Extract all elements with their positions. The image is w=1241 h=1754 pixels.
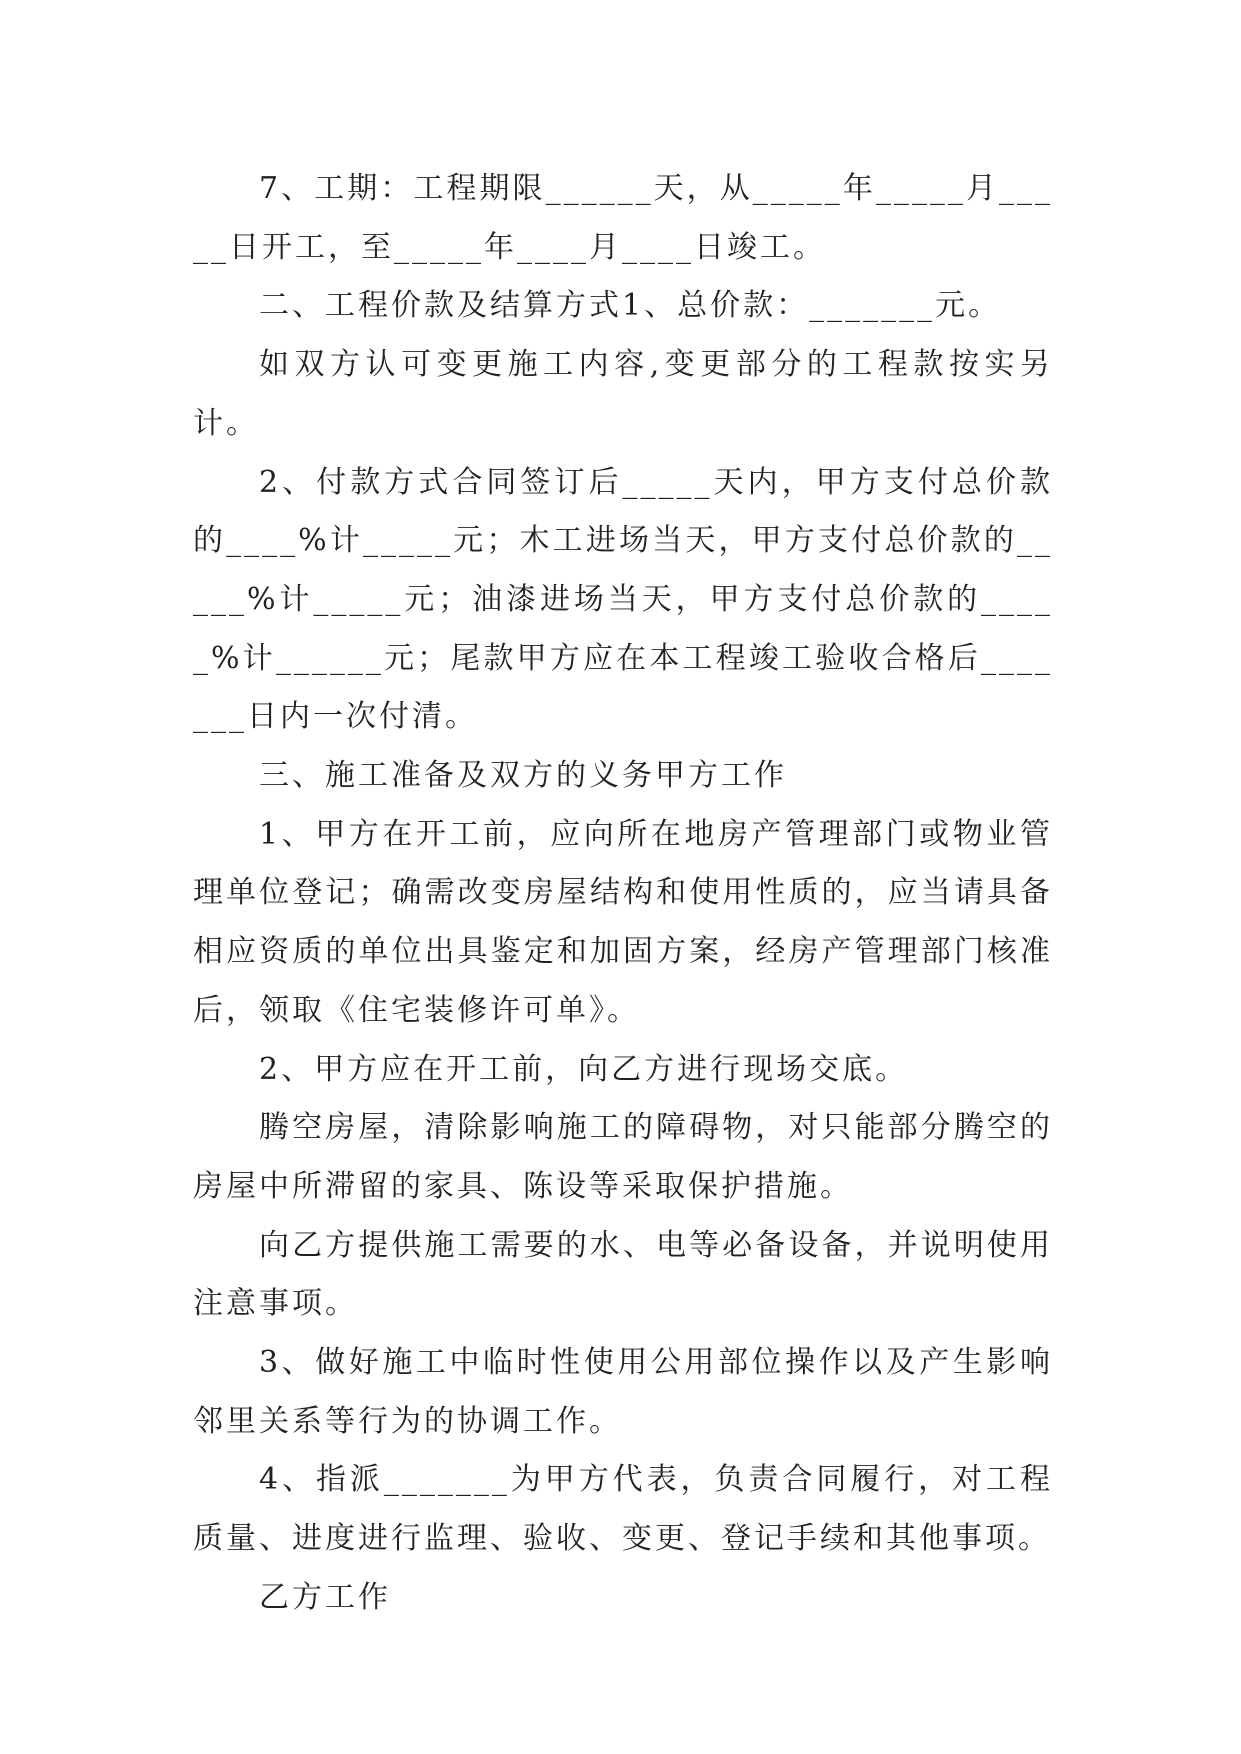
- paragraph-clear-house: 腾空房屋，清除影响施工的障碍物，对只能部分腾空的房屋中所滞留的家具、陈设等采取保护措施。: [193, 1110, 1053, 1204]
- paragraph-price-heading: 二、工程价款及结算方式1、总价款：_______元。: [259, 288, 1002, 324]
- paragraph-change-cost: 如双方认可变更施工内容,变更部分的工程款按实另计。: [193, 347, 1053, 441]
- paragraph-party-a-registration: 1、甲方在开工前，应向所在地房产管理部门或物业管理单位登记；确需改变房屋结构和使用性质的，应当请具备相应资质的单位出具鉴定和加固方案，经房产管理部门核准后，领取《住宅装修许可单》。: [193, 816, 1053, 1028]
- paragraph-construction-period: 7、工期：工程期限______天，从_____年_____月_____日开工，至_____年____月____日竣工。: [193, 171, 1053, 265]
- paragraph-party-b-heading: 乙方工作: [259, 1579, 391, 1615]
- document-body: [193, 160, 1053, 1628]
- paragraph-payment-method: 2、付款方式合同签订后_____天内，甲方支付总价款的____%计_____元；木工进场当天，甲方支付总价款的_____%计_____元；油漆进场当天，甲方支付总价款的_____%计______元；尾款甲方应在本工程竣工验收合格后_______日内一次付清。: [193, 464, 1053, 735]
- paragraph-site-handover: 2、甲方应在开工前，向乙方进行现场交底。: [259, 1051, 909, 1087]
- paragraph-coordination: 3、做好施工中临时性使用公用部位操作以及产生影响邻里关系等行为的协调工作。: [193, 1345, 1053, 1439]
- paragraph-representative: 4、指派_______为甲方代表，负责合同履行，对工程质量、进度进行监理、验收、变更、登记手续和其他事项。: [193, 1462, 1053, 1557]
- paragraph-preparation-heading: 三、施工准备及双方的义务甲方工作: [259, 758, 787, 794]
- paragraph-utilities: 向乙方提供施工需要的水、电等必备设备，并说明使用注意事项。: [193, 1227, 1053, 1322]
